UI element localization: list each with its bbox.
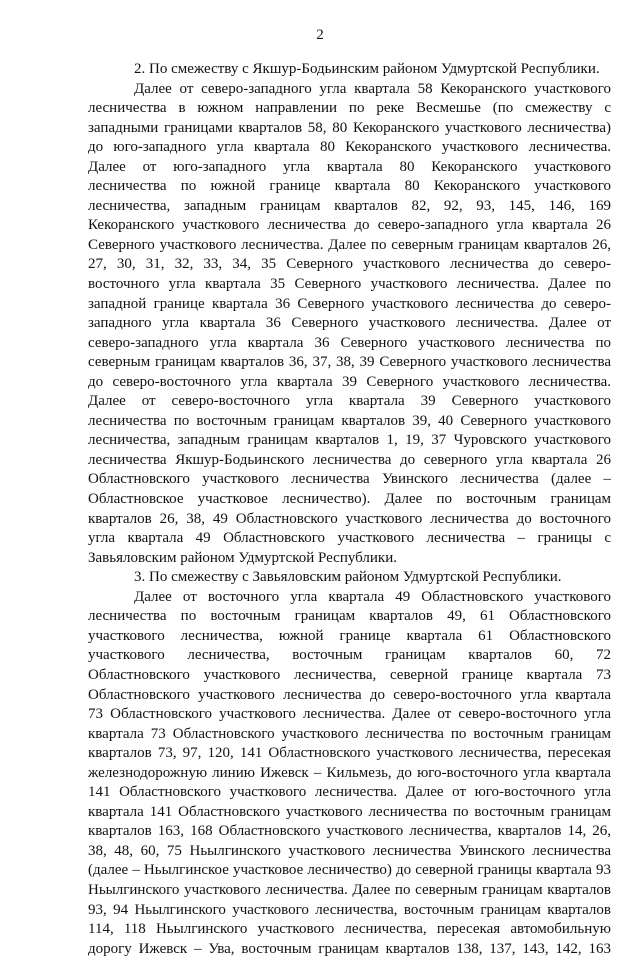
text-line: до юго-западного угла квартала 80 Кекоранского участкового лесничества. xyxy=(88,139,611,156)
text-line: лесничества по восточным границам кварталов 49, 61 Областновского xyxy=(88,608,611,625)
text-line: (далее – Ньылгинское участковое лесничество) до северной границы квартала 93 xyxy=(88,862,611,879)
text-line: 27, 30, 31, 32, 33, 34, 35 Северного участкового лесничества до северо- xyxy=(88,256,611,273)
text-line: лесничества в южном направлении по реке Весмешье (по смежеству с xyxy=(88,100,611,117)
text-line: кварталов 26, 38, 49 Областновского участкового лесничества до восточного xyxy=(88,510,611,527)
text-line: лесничества по южной границе квартала 80 Кекоранского участкового xyxy=(88,178,611,195)
text-line: Далее от восточного угла квартала 49 Областновского участкового xyxy=(134,588,611,605)
text-line: лесничества, западным границам кварталов 82, 92, 93, 145, 146, 169 xyxy=(88,197,611,214)
text-line: участкового лесничества, восточным границам кварталов 60, 72 xyxy=(88,647,611,664)
text-line: квартала 141 Областновского участкового лесничества по восточным границам xyxy=(88,803,611,820)
text-line: Кекоранского участкового лесничества до северо-западного угла квартала 26 xyxy=(88,217,611,234)
text-line: лесничества, западным границам кварталов 1, 19, 37 Чуровского участкового xyxy=(88,432,611,449)
text-line: кварталов 163, 168 Областновского участкового лесничества, кварталов 14, 26, xyxy=(88,823,611,840)
text-line: Далее от северо-западного угла квартала 58 Кекоранского участкового xyxy=(134,80,611,97)
text-line: кварталов 73, 97, 120, 141 Областновского участкового лесничества, пересекая xyxy=(88,745,611,762)
text-line: 73 Областновского участкового лесничества. Далее от северо-восточного угла xyxy=(88,706,611,723)
text-line: дорогу Ижевск – Ува, восточным границам кварталов 138, 137, 143, 142, 163 xyxy=(88,940,611,957)
text-line: Далее от юго-западного угла квартала 80 Кекоранского участкового xyxy=(88,158,611,175)
text-line: Северного участкового лесничества. Далее по северным границам кварталов 26, xyxy=(88,236,611,253)
text-line: Ньылгинского участкового лесничества. Далее по северным границам кварталов xyxy=(88,881,611,898)
text-line: северным границам кварталов 36, 37, 38, 39 Северного участкового лесничества xyxy=(88,354,611,371)
text-line: Областновского участкового лесничества, северной границе квартала 73 xyxy=(88,666,611,683)
text-line: Областновского участкового лесничества Увинского лесничества (далее – xyxy=(88,471,611,488)
text-line: 3. По смежеству с Завьяловским районом Удмуртской Республики. xyxy=(134,569,562,586)
text-line: до северо-восточного угла квартала 39 Северного участкового лесничества. xyxy=(88,373,611,390)
text-line: западной границе квартала 36 Северного участкового лесничества до северо- xyxy=(88,295,611,312)
text-line: северо-западного угла квартала 36 Северного участкового лесничества по xyxy=(88,334,611,351)
text-line: 38, 48, 60, 75 Ньылгинского участкового лесничества Увинского лесничества xyxy=(88,842,611,859)
text-line: участкового лесничества, южной границе квартала 61 Областновского xyxy=(88,627,611,644)
text-line: Далее от северо-восточного угла квартала 39 Северного участкового xyxy=(88,393,611,410)
text-line: восточного угла квартала 35 Северного участкового лесничества. Далее по xyxy=(88,276,611,293)
page-number: 2 xyxy=(316,27,324,43)
text-line: железнодорожную линию Ижевск – Кильмезь, до юго-восточного угла квартала xyxy=(88,764,611,781)
text-line: квартала 73 Областновского участкового лесничества по восточным границам xyxy=(88,725,611,742)
text-line: Областновское участковое лесничество). Далее по восточным границам xyxy=(88,491,611,508)
text-line: западными границами кварталов 58, 80 Кекоранского участкового лесничества) xyxy=(88,119,611,136)
text-line: Завьяловским районом Удмуртской Республики. xyxy=(88,549,398,566)
text-line: 114, 118 Ньылгинского участкового лесничества, пересекая автомобильную xyxy=(88,921,611,938)
text-line: западного угла квартала 36 Северного участкового лесничества. Далее от xyxy=(88,315,611,332)
text-line: Областновского участкового лесничества до северо-восточного угла квартала xyxy=(88,686,611,703)
text-line: 2. По смежеству с Якшур-Бодьинским районом Удмуртской Республики. xyxy=(134,61,600,77)
text-line: 93, 94 Ньылгинского участкового лесничества, восточным границам кварталов xyxy=(88,901,611,918)
text-line: угла квартала 49 Областновского участкового лесничества – границы с xyxy=(88,530,611,547)
text-line: 141 Областновского участкового лесничества. Далее от юго-восточного угла xyxy=(88,784,611,801)
text-line: лесничества по восточным границам кварталов 39, 40 Северного участкового xyxy=(88,412,611,429)
text-line: лесничества Якшур-Бодьинского лесничества до северного угла квартала 26 xyxy=(88,451,611,468)
document-body xyxy=(88,60,611,959)
